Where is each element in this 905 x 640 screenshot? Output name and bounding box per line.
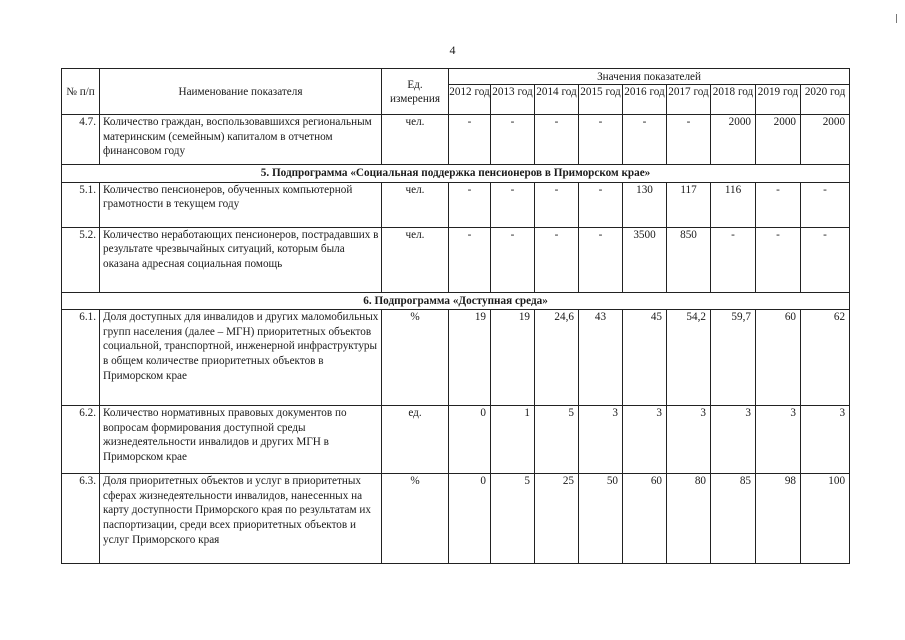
header-year: 2018 год [711, 85, 756, 115]
value-cell: 2000 [711, 115, 756, 165]
header-year: 2020 год [801, 85, 850, 115]
value-cell: - [711, 227, 756, 292]
value-cell: 2000 [756, 115, 801, 165]
value-cell: 2000 [801, 115, 850, 165]
row-number: 6.1. [62, 310, 100, 406]
value-cell: 5 [535, 406, 579, 474]
value-cell: - [801, 227, 850, 292]
value-cell: 130 [623, 182, 667, 227]
indicator-name: Количество пенсионеров, обученных компьютерной грамотности в текущем году [100, 182, 382, 227]
value-cell: 19 [449, 310, 491, 406]
value-cell: 19 [491, 310, 535, 406]
value-cell: 3 [711, 406, 756, 474]
header-year: 2014 год [535, 85, 579, 115]
value-cell: - [535, 115, 579, 165]
value-cell: - [535, 227, 579, 292]
value-cell: 1 [491, 406, 535, 474]
value-cell: 0 [449, 474, 491, 564]
value-cell: 98 [756, 474, 801, 564]
indicator-name: Доля приоритетных объектов и услуг в приоритетных сферах жизнедеятельности инвалидов, нанесенных на карту доступности Приморского края по результатам их паспортизации, среди всех приоритетных объектов и услуг Приморского края [100, 474, 382, 564]
table-row [62, 182, 850, 227]
value-cell: 0 [449, 406, 491, 474]
value-cell: 43 [579, 310, 623, 406]
value-cell: 85 [711, 474, 756, 564]
value-cell: - [535, 182, 579, 227]
unit-cell: чел. [382, 182, 449, 227]
unit-cell: чел. [382, 227, 449, 292]
header-year: 2017 год [667, 85, 711, 115]
value-cell: 45 [623, 310, 667, 406]
unit-cell: ед. [382, 406, 449, 474]
header-year: 2013 год [491, 85, 535, 115]
value-cell: 3 [756, 406, 801, 474]
value-cell: - [579, 115, 623, 165]
row-number: 4.7. [62, 115, 100, 165]
value-cell: 25 [535, 474, 579, 564]
table-row [62, 406, 850, 474]
row-number: 6.2. [62, 406, 100, 474]
value-cell: 3 [667, 406, 711, 474]
value-cell: 100 [801, 474, 850, 564]
value-cell: 116 [711, 182, 756, 227]
value-cell: - [449, 182, 491, 227]
section-row [62, 165, 850, 183]
table-row [62, 227, 850, 292]
header-year: 2016 год [623, 85, 667, 115]
value-cell: 80 [667, 474, 711, 564]
value-cell: 54,2 [667, 310, 711, 406]
value-cell: 59,7 [711, 310, 756, 406]
value-cell: - [756, 182, 801, 227]
value-cell: - [491, 227, 535, 292]
value-cell: 5 [491, 474, 535, 564]
header-year: 2015 год [579, 85, 623, 115]
row-number: 6.3. [62, 474, 100, 564]
table-header-row [62, 69, 850, 85]
row-number: 5.1. [62, 182, 100, 227]
indicator-name: Доля доступных для инвалидов и других маломобильных групп населения (далее – МГН) приоритетных объектов социальной, транспортной, инженерной инфраструктуры в общем количестве приоритетных объектов в Приморском крае [100, 310, 382, 406]
value-cell: 60 [756, 310, 801, 406]
value-cell: 850 [667, 227, 711, 292]
row-number: 5.2. [62, 227, 100, 292]
header-num: № п/п [62, 69, 100, 115]
unit-cell: % [382, 310, 449, 406]
section-title: 5. Подпрограмма «Социальная поддержка пенсионеров в Приморском крае» [62, 165, 850, 183]
value-cell: - [491, 182, 535, 227]
value-cell: 62 [801, 310, 850, 406]
header-unit: Ед. измерения [382, 69, 449, 115]
value-cell: 50 [579, 474, 623, 564]
value-cell: - [491, 115, 535, 165]
page-number: 4 [449, 43, 456, 57]
header-year: 2012 год [449, 85, 491, 115]
table-row [62, 310, 850, 406]
value-cell: 117 [667, 182, 711, 227]
value-cell: 3 [579, 406, 623, 474]
header-name: Наименование показателя [100, 69, 382, 115]
value-cell: - [449, 227, 491, 292]
value-cell: - [801, 182, 850, 227]
value-cell: 24,6 [535, 310, 579, 406]
value-cell: - [579, 182, 623, 227]
value-cell: - [756, 227, 801, 292]
indicator-name: Количество граждан, воспользовавшихся региональным материнским (семейным) капиталом в отчетном финансовом году [100, 115, 382, 165]
header-year: 2019 год [756, 85, 801, 115]
value-cell: 3 [801, 406, 850, 474]
scan-edge-mark [896, 14, 897, 23]
header-values-group: Значения показателей [449, 69, 850, 85]
value-cell: - [623, 115, 667, 165]
value-cell: 3500 [623, 227, 667, 292]
indicators-table [61, 68, 850, 564]
value-cell: 3 [623, 406, 667, 474]
value-cell: - [579, 227, 623, 292]
value-cell: - [667, 115, 711, 165]
unit-cell: чел. [382, 115, 449, 165]
value-cell: 60 [623, 474, 667, 564]
indicator-name: Количество нормативных правовых документов по вопросам формирования доступной среды жизнедеятельности инвалидов и других МГН в Приморском крае [100, 406, 382, 474]
unit-cell: % [382, 474, 449, 564]
table-row [62, 474, 850, 564]
indicator-name: Количество неработающих пенсионеров, пострадавших в результате чрезвычайных ситуаций, которым была оказана адресная социальная помощь [100, 227, 382, 292]
value-cell: - [449, 115, 491, 165]
section-row [62, 292, 850, 310]
table-row [62, 115, 850, 165]
section-title: 6. Подпрограмма «Доступная среда» [62, 292, 850, 310]
